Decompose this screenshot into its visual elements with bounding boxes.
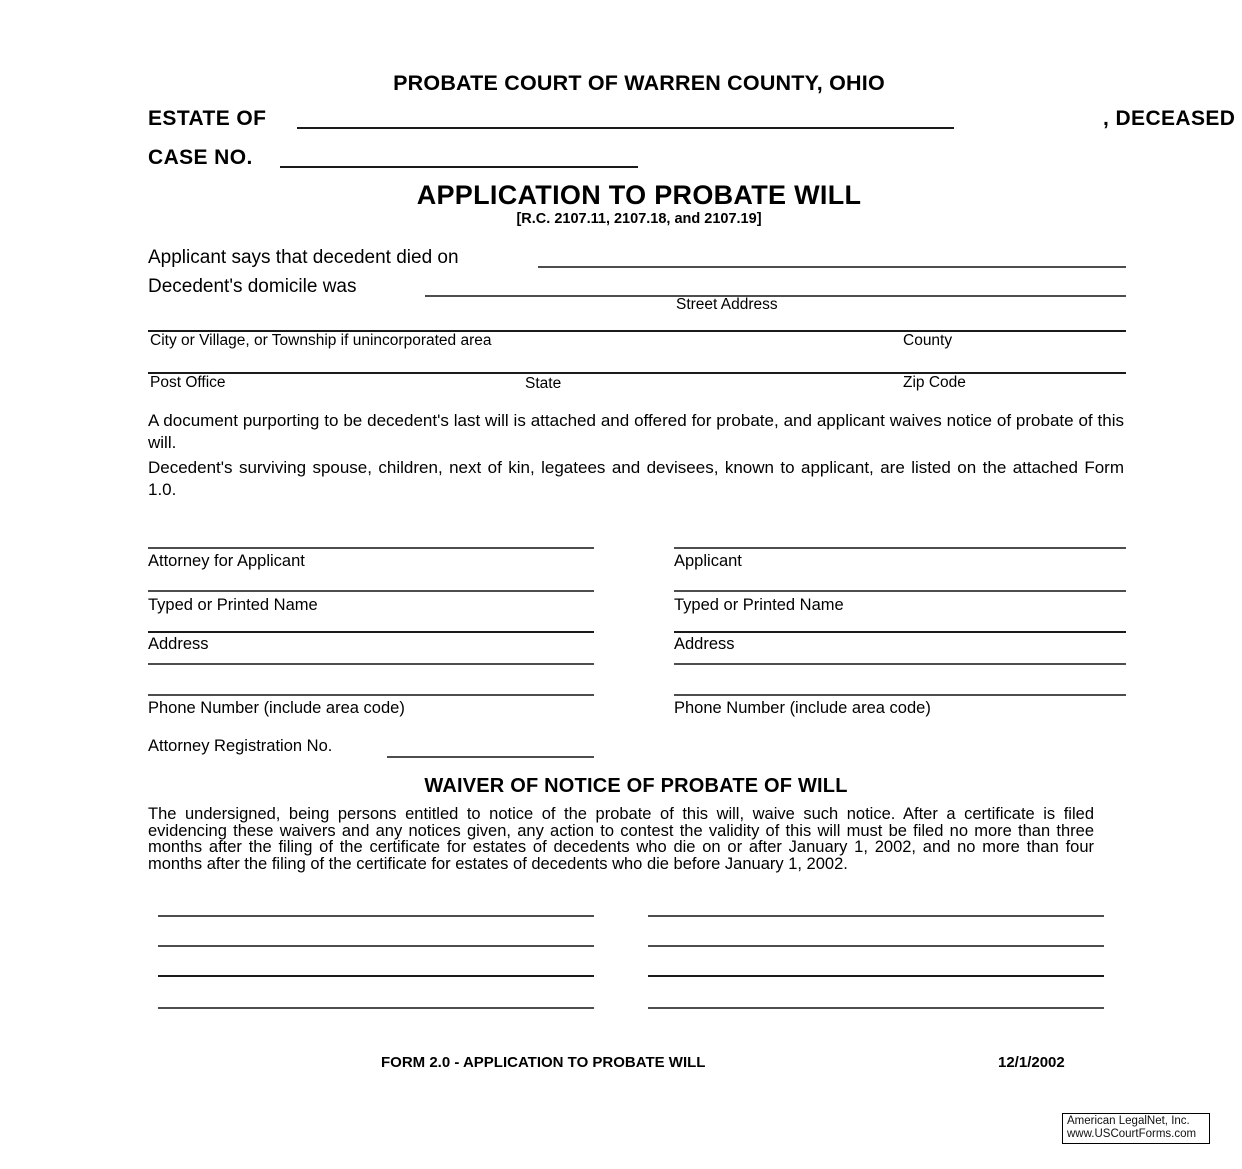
page-title: APPLICATION TO PROBATE WILL	[416, 180, 862, 210]
applicant-signature-caption: Applicant	[674, 552, 742, 570]
attorney-registration-line[interactable]	[387, 756, 594, 758]
applicant-address-line-1[interactable]	[674, 631, 1126, 633]
attorney-address-caption: Address	[148, 635, 209, 653]
estate-of-fill-line[interactable]	[297, 127, 954, 129]
attorney-signature-line[interactable]	[148, 547, 594, 549]
footer-form-name: FORM 2.0 - APPLICATION TO PROBATE WILL	[381, 1054, 706, 1071]
estate-of-row	[148, 107, 1236, 131]
waiver-signature-line-right-1[interactable]	[648, 915, 1104, 917]
attorney-address-line-2[interactable]	[148, 663, 594, 665]
case-no-label: CASE NO.	[148, 146, 253, 169]
attorney-registration-caption: Attorney Registration No.	[148, 737, 333, 755]
waiver-signature-line-left-1[interactable]	[158, 915, 594, 917]
applicant-phone-line[interactable]	[674, 694, 1126, 696]
applicant-address-caption: Address	[674, 635, 735, 653]
deceased-label: , DECEASED	[1103, 107, 1236, 130]
footer-date: 12/1/2002	[998, 1054, 1065, 1071]
waiver-signature-line-left-2[interactable]	[158, 945, 594, 947]
attorney-phone-line[interactable]	[148, 694, 594, 696]
estate-of-label: ESTATE OF	[148, 107, 267, 130]
applicant-printed-name-caption: Typed or Printed Name	[674, 596, 844, 614]
court-title: PROBATE COURT OF WARREN COUNTY, OHIO	[393, 71, 885, 95]
applicant-printed-name-line[interactable]	[674, 590, 1126, 592]
case-no-fill-line[interactable]	[280, 166, 638, 168]
died-on-label: Applicant says that decedent died on	[148, 247, 459, 268]
waiver-body-text: The undersigned, being persons entitled to notice of the probate of this will, waive such notice. After a certificate is filed evidencing these waivers and any notices given, any action to contest the validity of this will must be filed no more than three months after the filing of the certificate for estates of decedents who die on or after January 1, 2002, and no more than four months after the filing of the certificate for estates of decedents who die before January 1, 2002.	[148, 805, 1094, 873]
waiver-signature-line-left-3[interactable]	[158, 975, 594, 977]
waiver-signature-line-right-4[interactable]	[648, 1007, 1104, 1009]
attorney-address-line-1[interactable]	[148, 631, 594, 633]
city-village-caption: City or Village, or Township if unincorporated area	[150, 332, 492, 349]
waiver-signature-line-left-4[interactable]	[158, 1007, 594, 1009]
paragraph-will-attached: A document purporting to be decedent's last will is attached and offered for probate, and applicant waives notice of probate of this will.	[148, 411, 1124, 452]
post-office-caption: Post Office	[150, 374, 226, 391]
post-office-fill-line[interactable]	[148, 372, 1126, 374]
domicile-label: Decedent's domicile was	[148, 276, 357, 297]
street-address-caption: Street Address	[676, 296, 778, 313]
statute-citation: [R.C. 2107.11, 2107.18, and 2107.19]	[516, 211, 762, 227]
applicant-phone-caption: Phone Number (include area code)	[674, 699, 931, 717]
legalnet-company: American LegalNet, Inc.	[1067, 1115, 1190, 1127]
waiver-signature-line-right-3[interactable]	[648, 975, 1104, 977]
waiver-signature-line-right-2[interactable]	[648, 945, 1104, 947]
attorney-phone-caption: Phone Number (include area code)	[148, 699, 405, 717]
state-caption: State	[525, 375, 562, 392]
paragraph-form-one: Decedent's surviving spouse, children, next of kin, legatees and devisees, known to applicant, are listed on the attached Form 1.0.	[148, 458, 1124, 499]
attorney-printed-name-line[interactable]	[148, 590, 594, 592]
died-on-fill-line[interactable]	[538, 266, 1126, 268]
legalnet-stamp	[1062, 1113, 1210, 1144]
zip-code-caption: Zip Code	[903, 374, 966, 391]
waiver-heading: WAIVER OF NOTICE OF PROBATE OF WILL	[424, 775, 848, 797]
applicant-signature-line[interactable]	[674, 547, 1126, 549]
case-no-row	[148, 146, 253, 170]
attorney-signature-caption: Attorney for Applicant	[148, 552, 305, 570]
legalnet-website[interactable]: www.USCourtForms.com	[1067, 1128, 1197, 1140]
county-caption: County	[903, 332, 953, 349]
attorney-printed-name-caption: Typed or Printed Name	[148, 596, 318, 614]
applicant-address-line-2[interactable]	[674, 663, 1126, 665]
